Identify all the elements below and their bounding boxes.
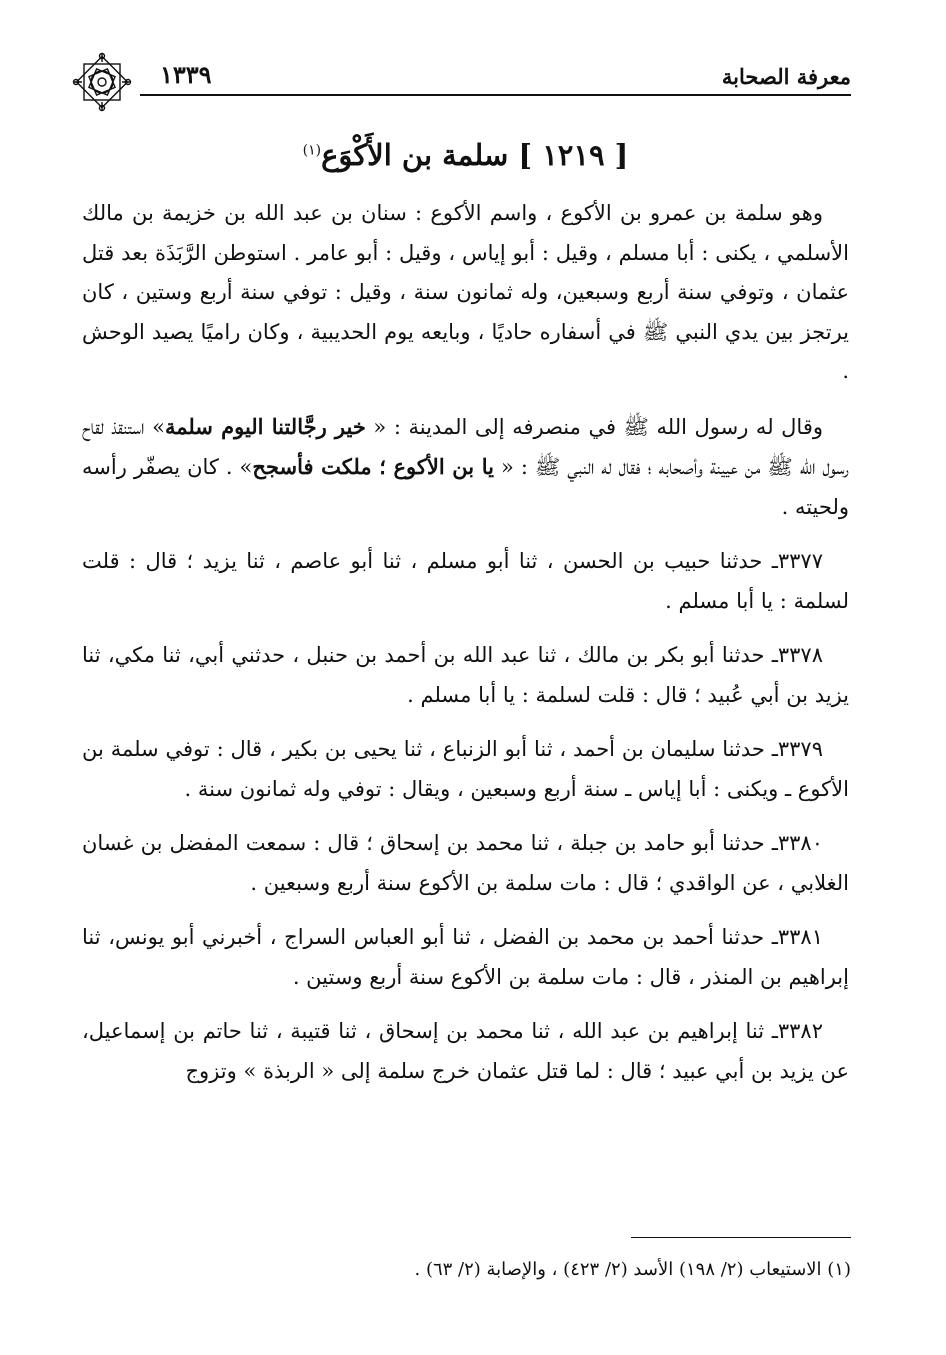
paragraph [82, 918, 849, 997]
page-number: ١٣٣٩ [160, 60, 212, 89]
paragraph [82, 194, 849, 392]
paragraph [82, 730, 849, 809]
text-run: ٣٣٨٢ـ ثنا إبراهيم بن عبد الله ، ثنا محمد بن إسحاق ، ثنا قتيبة ، ثنا حاتم بن إسماعيل، عن يزيد بن أبي عبيد ؛ قال : لما قتل عثمان خرج سلمة إلى « الربذة » وتزوج [82, 1019, 849, 1083]
header-rule [140, 94, 851, 96]
paragraph [82, 542, 849, 621]
text-run: وقال له رسول الله ﷺ في منصرفه إلى المدينة : « [365, 414, 823, 439]
paragraph [82, 1012, 849, 1091]
arabesque-ornament-icon [72, 52, 132, 112]
header-title: معرفة الصحابة [721, 64, 851, 89]
text-run: وهو سلمة بن عمرو بن الأكوع ، واسم الأكوع : سنان بن عبد الله بن خزيمة بن مالك الأسلمي ، يكنى : أبا مسلم ، وقيل : أبو إياس ، وقيل : أبو عامر . استوطن الرَّبَذَة بعد قتل عثمان ، وتوفي سنة أربع وسبعين، وله ثمانون سنة ، وقيل : توفي سنة أربع وستين ، كان يرتجز بين يدي النبي ﷺ في أسفاره حاديًا ، وبايعه يوم الحديبية ، وكان راميًا يصيد الوحش . [82, 201, 849, 383]
heading-footnote-mark: (١) [302, 142, 322, 159]
running-header [80, 58, 851, 98]
footnote-1: (١) الاستيعاب (٢/ ١٩٨) الأسد (٢/ ٤٢٣) ، والإصابة (٢/ ٦٣) . [414, 1259, 851, 1280]
text-run: » استنقذ لقاح رسول الله ﷺ من عيينة وأصحابه ؛ فقال له النبي ﷺ : « [82, 414, 849, 479]
paragraph [82, 407, 849, 528]
text-run: ٣٣٧٨ـ حدثنا أبو بكر بن مالك ، ثنا عبد الله بن أحمد بن حنبل ، حدثني أبي، ثنا مكي، ثنا يزيد بن أبي عُبيد ؛ قال : قلت لسلمة : يا أبا مسلم . [82, 643, 849, 707]
bold-quote: خير رجَّالتنا اليوم سلمة [164, 413, 366, 439]
text-run: » . كان يصفّر رأسه ولحيته . [82, 455, 849, 519]
bold-quote: يا بن الأكوع ؛ ملكت فأسجح [252, 454, 495, 479]
body-text [82, 194, 849, 1106]
entry-heading-text: [ ١٢١٩ ] سلمة بن الأَكْوَع [321, 138, 629, 172]
text-run: ٣٣٨٠ـ حدثنا أبو حامد بن جبلة ، ثنا محمد بن إسحاق ؛ قال : سمعت المفضل بن غسان الغلابي ، عن الواقدي ؛ قال : مات سلمة بن الأكوع سنة أربع وسبعين . [82, 831, 849, 895]
text-run: ٣٣٧٧ـ حدثنا حبيب بن الحسن ، ثنا أبو مسلم ، ثنا أبو عاصم ، ثنا يزيد ؛ قال : قلت لسلمة : يا أبا مسلم . [82, 549, 849, 613]
text-run: ٣٣٨١ـ حدثنا أحمد بن محمد بن الفضل ، ثنا أبو العباس السراج ، أخبرني أبو يونس، ثنا إبراهيم بن المنذر ، قال : مات سلمة بن الأكوع سنة أربع وستين . [82, 925, 849, 989]
paragraph [82, 636, 849, 715]
text-run: ٣٣٧٩ـ حدثنا سليمان بن أحمد ، ثنا أبو الزنباع ، ثنا يحيى بن بكير ، قال : توفي سلمة بن الأكوع ـ ويكنى : أبا إياس ـ سنة أربع وسبعين ، ويقال : توفي وله ثمانون سنة . [82, 737, 849, 801]
footnotes [82, 1256, 851, 1284]
entry-heading [80, 138, 851, 172]
paragraph [82, 824, 849, 903]
footnote-rule [631, 1237, 851, 1238]
